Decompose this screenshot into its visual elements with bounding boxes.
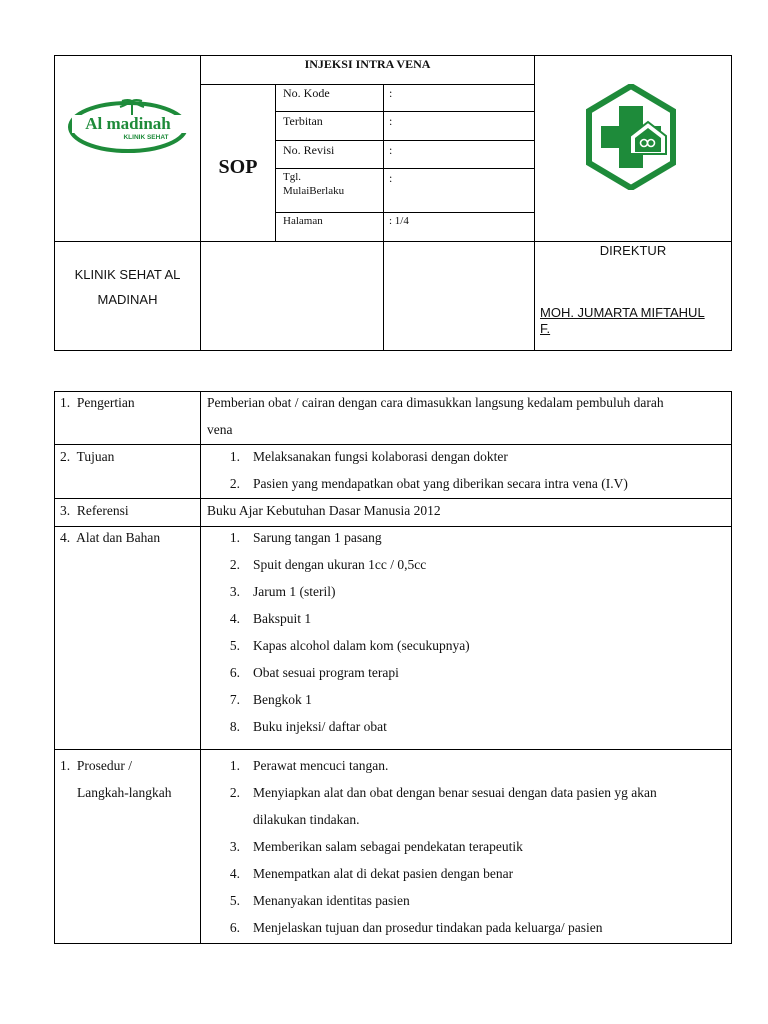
section-pengertian	[60, 389, 135, 416]
field-value-terbitan: :	[389, 114, 393, 128]
list-item: 4. Menempatkan alat di dekat pasien dengan benar	[229, 866, 514, 881]
clinic-logo	[64, 95, 194, 157]
section-title: Prosedur /	[76, 758, 132, 773]
list-item: 5. Menanyakan identitas pasien	[229, 893, 410, 908]
section-title: Pengertian	[76, 395, 135, 410]
field-label-tgl: Tgl.	[283, 171, 302, 183]
section-referensi	[60, 497, 129, 524]
list-item: 2. Menyiapkan alat dan obat dengan benar sesuai dengan data pasien yg akan	[229, 785, 657, 800]
field-label-kode: No. Kode	[283, 86, 330, 100]
list-item: 1. Melaksanakan fungsi kolaborasi dengan dokter	[229, 449, 508, 464]
field-value-revisi: :	[389, 143, 393, 157]
list-item: 3. Memberikan salam sebagai pendekatan terapeutik	[229, 839, 523, 854]
list-item: dilakukan tindakan.	[253, 812, 360, 827]
sop-label: SOP	[218, 156, 258, 178]
clinic-name	[55, 262, 200, 312]
list-item: 3. Jarum 1 (steril)	[229, 584, 336, 599]
list-item: 4. Bakspuit 1	[229, 611, 312, 626]
referensi-text: Buku Ajar Kebutuhan Dasar Manusia 2012	[207, 503, 441, 518]
section-number: 3.	[60, 503, 71, 518]
direktur-label: DIREKTUR	[599, 243, 667, 258]
section-title: Alat dan Bahan	[76, 530, 161, 545]
clinic-name-line2: MADINAH	[97, 292, 158, 307]
section-title: Tujuan	[76, 449, 115, 464]
pengertian-text	[207, 389, 727, 443]
clinic-name-line1: KLINIK SEHAT AL	[74, 267, 181, 282]
tujuan-list	[220, 443, 725, 497]
direktur-name	[540, 305, 705, 337]
section-prosedur	[60, 752, 171, 806]
section-number: 1.	[60, 758, 71, 773]
section-title-2: Langkah-langkah	[77, 785, 172, 800]
field-label-terbitan: Terbitan	[283, 114, 323, 128]
section-title: Referensi	[76, 503, 129, 518]
list-item: 7. Bengkok 1	[229, 692, 312, 707]
list-item: 1. Perawat mencuci tangan.	[229, 758, 389, 773]
list-item: 6. Obat sesuai program terapi	[229, 665, 399, 680]
pengertian-line1: Pemberian obat / cairan dengan cara dimasukkan langsung kedalam pembuluh darah	[207, 395, 664, 410]
section-alat-bahan	[60, 524, 160, 551]
section-number: 4.	[60, 530, 71, 545]
svg-text:Al madinah: Al madinah	[85, 114, 171, 133]
sop-title: INJEKSI INTRA VENA	[304, 57, 431, 71]
field-label-halaman: Halaman	[283, 215, 323, 227]
list-item: 2. Pasien yang mendapatkan obat yang diberikan secara intra vena (I.V)	[229, 476, 628, 491]
health-cross-logo	[586, 84, 676, 190]
list-item: 5. Kapas alcohol dalam kom (secukupnya)	[229, 638, 470, 653]
direktur-name-line1: MOH. JUMARTA MIFTAHUL	[540, 305, 705, 320]
alat-list	[220, 524, 725, 740]
field-value-kode: :	[389, 86, 393, 100]
field-label-tgl-2: MulaiBerlaku	[283, 185, 345, 197]
list-item: 1. Sarung tangan 1 pasang	[229, 530, 382, 545]
section-tujuan	[60, 443, 114, 470]
section-number: 2.	[60, 449, 71, 464]
list-item: 8. Buku injeksi/ daftar obat	[229, 719, 387, 734]
direktur-name-line2: F.	[540, 321, 551, 336]
list-item: 2. Spuit dengan ukuran 1cc / 0,5cc	[229, 557, 427, 572]
prosedur-list	[220, 752, 725, 941]
pengertian-line2: vena	[207, 422, 233, 437]
svg-text:KLINIK SEHAT: KLINIK SEHAT	[123, 134, 169, 141]
list-item: 6. Menjelaskan tujuan dan prosedur tindakan pada keluarga/ pasien	[229, 920, 603, 935]
field-value-halaman: : 1/4	[389, 215, 409, 227]
field-value-tgl: :	[389, 171, 393, 185]
field-label-revisi: No. Revisi	[283, 143, 335, 157]
section-number: 1.	[60, 395, 71, 410]
